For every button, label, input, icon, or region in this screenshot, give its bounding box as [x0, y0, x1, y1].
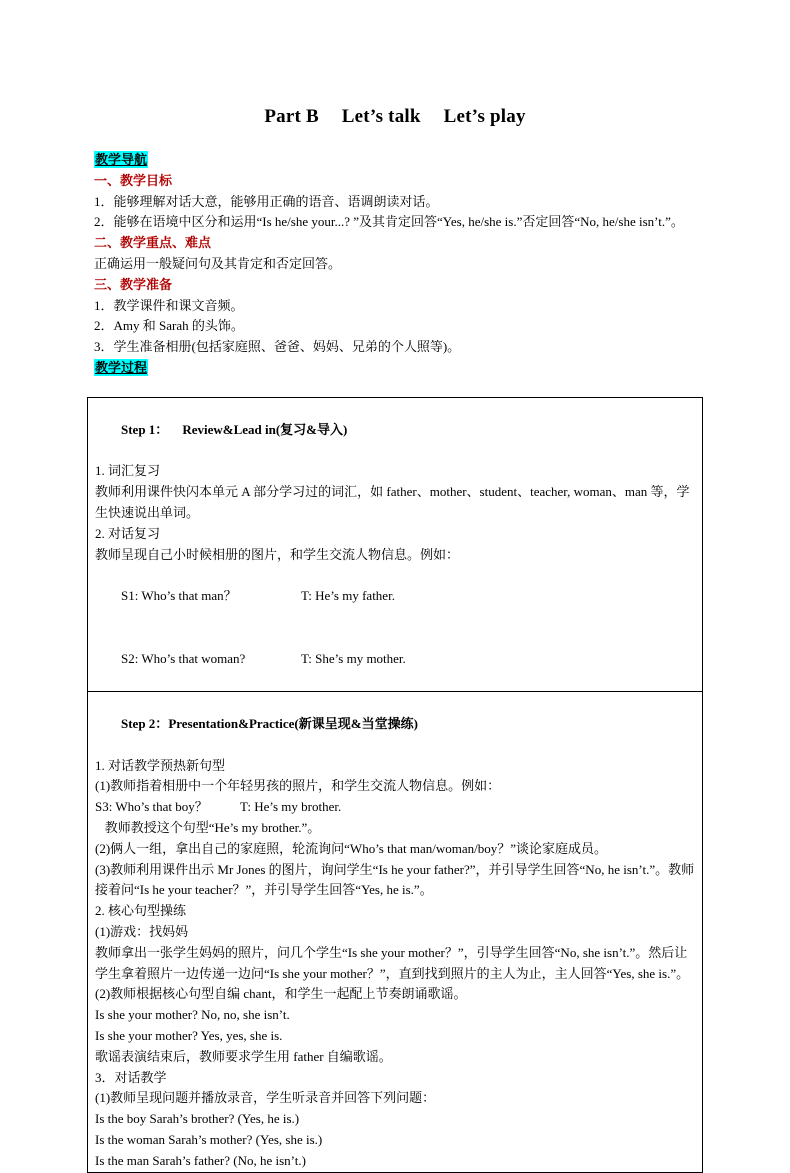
preparation-item: 3．学生准备相册(包括家庭照、爸爸、妈妈、兄弟的个人照等)。 [94, 339, 461, 355]
step2-line: 3．对话教学 [95, 1069, 167, 1085]
step2-line: (1)教师呈现问题并播放录音，学生听录音并回答下列问题： [95, 1090, 436, 1106]
step1-cell [88, 398, 703, 692]
dialog-question: S1: Who’s that man？ [121, 588, 237, 604]
dialog-intro: 教师呈现自己小时候相册的图片，和学生交流人物信息。例如： [95, 546, 460, 562]
step2-line: Is the boy Sarah’s brother? (Yes, he is.) [95, 1111, 300, 1127]
title-talk: Let’s talk [341, 106, 421, 127]
key-points-heading: 二、教学重点、难点 [94, 235, 212, 251]
page-title [0, 106, 790, 128]
step2-title [95, 693, 696, 755]
process-label: 教学过程 [95, 359, 148, 375]
dialog-answer: T: He’s my father. [301, 588, 395, 604]
step2-line: 1. 对话教学预热新句型 [95, 757, 226, 773]
title-play: Let’s play [443, 106, 526, 127]
step1-row [88, 398, 703, 692]
step2-line: Is the woman Sarah’s mother? (Yes, she is.) [95, 1131, 323, 1147]
goals-heading: 一、教学目标 [94, 172, 173, 188]
step2-line: 歌谣表演结束后，教师要求学生用 father 自编歌谣。 [95, 1048, 392, 1064]
dialog-question: S2: Who’s that woman? [121, 650, 246, 666]
step2-line: Is the man Sarah’s father? (No, he isn’t.) [95, 1152, 306, 1168]
step2-cell [88, 692, 703, 1173]
goal-item: 1．能够理解对话大意，能够用正确的语音、语调朗读对话。 [94, 193, 439, 209]
step2-line: (1)游戏：找妈妈 [95, 923, 189, 939]
nav-label: 教学导航 [95, 152, 148, 167]
step2-row [88, 692, 703, 1173]
step2-line: 教师教授这个句型“He’s my brother.”。 [95, 819, 321, 835]
preparation-item: 2．Amy 和 Sarah 的头饰。 [94, 318, 244, 334]
preparation-heading: 三、教学准备 [94, 276, 173, 292]
process-table [87, 397, 703, 1173]
step2-label: Step 2： [121, 715, 169, 731]
step2-name: Presentation&Practice(新课呈现&当堂操练) [168, 715, 418, 731]
step2-line: (1)教师指着相册中一个年轻男孩的照片，和学生交流人物信息。例如： [95, 778, 501, 794]
preparation-item: 1．教学课件和课文音频。 [94, 297, 244, 313]
step2-line: Is she your mother? Yes, yes, she is. [95, 1027, 283, 1043]
step2-line: 教师拿出一张学生妈妈的照片，问几个学生“Is she your mother？”，引导学生回答“No, she isn’t.”。然后让学生拿着照片一边传递一边问“Is she your mother？”，直到找到照片的主人为止，主人回答“Yes, she is.”。 [95, 944, 690, 981]
title-part: Part B [264, 106, 319, 127]
dialog-heading: 2. 对话复习 [95, 525, 161, 541]
step2-line: 2. 核心句型操练 [95, 903, 187, 919]
step1-title [95, 399, 696, 461]
step2-line: (3)教师利用课件出示 Mr Jones 的图片，询问学生“Is he your father?”，并引导学生回答“No, he isn’t.”。教师接着问“Is he your teacher？”，并引导学生回答“Yes, he is.”。 [95, 861, 695, 898]
step1-label: Step 1： [121, 421, 169, 437]
key-points-text: 正确运用一般疑问句及其肯定和否定回答。 [94, 255, 342, 271]
goal-item: 2．能够在语境中区分和运用“Is he/she your...? ”及其肯定回答“Yes, he/she is.”否定回答“No, he/she isn’t.”。 [94, 214, 684, 230]
dialog-answer: T: She’s my mother. [301, 650, 406, 666]
dialog-line [95, 565, 696, 627]
vocab-text: 教师利用课件快闪本单元 A 部分学习过的词汇，如 father、mother、student、teacher, woman、man 等，学生快速说出单词。 [95, 484, 690, 520]
step2-line: (2)俩人一组，拿出自己的家庭照，轮流询问“Who’s that man/woman/boy？”谈论家庭成员。 [95, 840, 608, 856]
intro-section [94, 150, 704, 379]
step2-line: S3: Who’s that boy？ T: He’s my brother. [95, 799, 342, 815]
step1-name: Review&Lead in(复习&导入) [182, 421, 348, 437]
dialog-line [95, 628, 696, 690]
step2-line: Is she your mother? No, no, she isn’t. [95, 1007, 290, 1023]
step2-line: (2)教师根据核心句型自编 chant，和学生一起配上节奏朗诵歌谣。 [95, 986, 467, 1002]
vocab-heading: 1. 词汇复习 [95, 463, 161, 479]
